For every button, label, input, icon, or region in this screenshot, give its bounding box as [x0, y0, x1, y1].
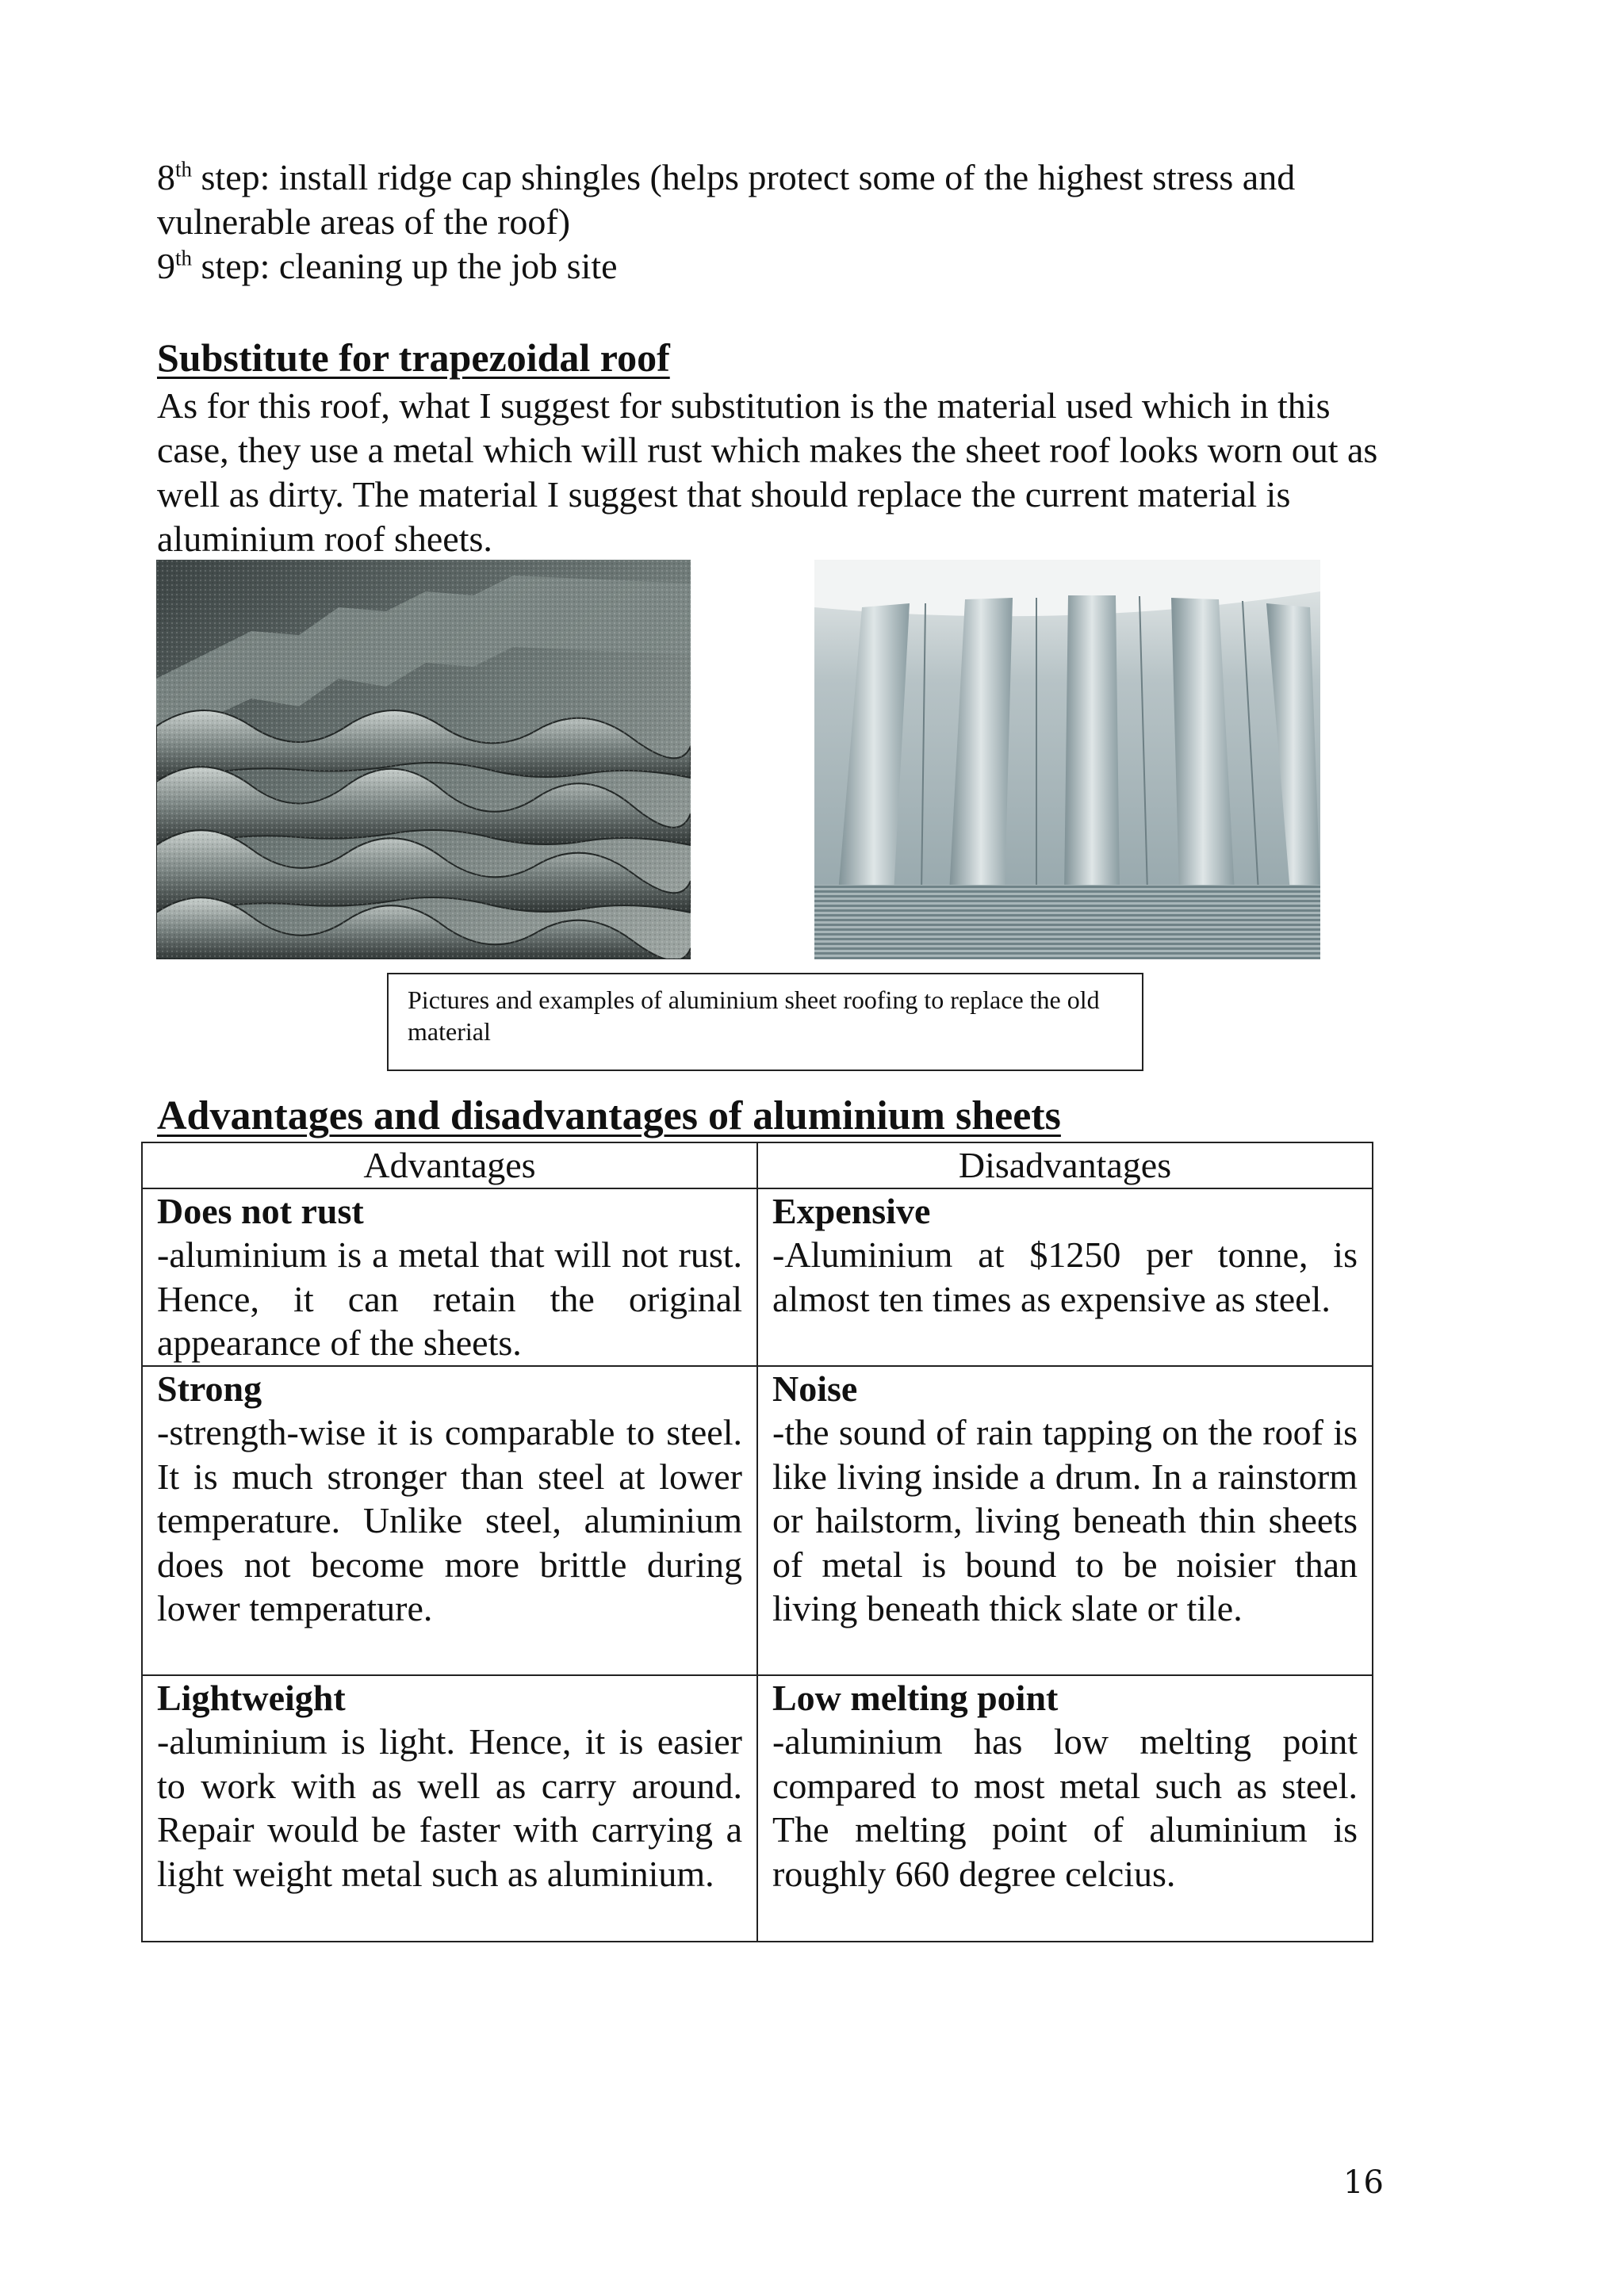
page-number: 16: [1343, 2164, 1384, 2201]
trapezoidal-sheets-image: [814, 560, 1320, 959]
advantage-cell: [142, 1188, 757, 1366]
step-text: step: cleaning up the job site: [192, 246, 618, 286]
step-number: 9: [157, 246, 175, 286]
disadvantage-text: -the sound of rain tapping on the roof is like living inside a drum. In a rainstorm or hailstorm, living beneath thin sheets of metal is bound to be noisier than living beneath thick slate or tile.: [772, 1412, 1358, 1628]
advantage-title: Lightweight: [157, 1677, 346, 1718]
table-row: [142, 1366, 1373, 1675]
installation-steps: [157, 155, 1378, 289]
advantage-cell: [142, 1675, 757, 1942]
ordinal-suffix: th: [175, 246, 193, 270]
column-header-advantages: Advantages: [142, 1142, 757, 1188]
disadvantage-cell: [757, 1188, 1373, 1366]
disadvantage-title: Noise: [772, 1368, 858, 1409]
step-number: 8: [157, 157, 175, 197]
figure-caption: Pictures and examples of aluminium sheet roofing to replace the old material: [387, 973, 1143, 1071]
corrugated-sheets-image: [156, 560, 691, 959]
column-header-disadvantages: Disadvantages: [757, 1142, 1373, 1188]
advantage-text: -strength-wise it is comparable to steel. It is much stronger than steel at lower temperature. Unlike steel, aluminium does not become more brittle during lower temperature.: [157, 1412, 742, 1628]
step-9: [157, 244, 1378, 289]
advantage-cell: [142, 1366, 757, 1675]
step-text: step: install ridge cap shingles (helps protect some of the highest stress and vulnerable areas of the roof): [157, 157, 1296, 242]
disadvantage-title: Low melting point: [772, 1677, 1059, 1718]
table-row: [142, 1188, 1373, 1366]
substitute-heading: Substitute for trapezoidal roof: [157, 335, 670, 380]
disadvantage-title: Expensive: [772, 1190, 931, 1231]
table-row: [142, 1675, 1373, 1942]
disadvantage-cell: [757, 1675, 1373, 1942]
advantages-heading: Advantages and disadvantages of aluminium sheets: [157, 1093, 1061, 1138]
disadvantage-cell: [757, 1366, 1373, 1675]
disadvantage-text: -aluminium has low melting point compared to most metal such as steel. The melting point of aluminium is roughly 660 degree celcius.: [772, 1721, 1358, 1894]
step-8: [157, 155, 1378, 244]
ordinal-suffix: th: [175, 157, 193, 182]
advantages-disadvantages-table: [141, 1142, 1373, 1942]
substitute-paragraph: As for this roof, what I suggest for substitution is the material used which in this case, they use a metal which will rust which makes the sheet roof looks worn out as well as dirty. The material I suggest that should replace the current material is aluminium roof sheets.: [157, 385, 1378, 559]
table-header-row: [142, 1142, 1373, 1188]
advantage-title: Strong: [157, 1368, 262, 1409]
advantage-text: -aluminium is a metal that will not rust. Hence, it can retain the original appearance of the sheets.: [157, 1234, 742, 1363]
disadvantage-text: -Aluminium at $1250 per tonne, is almost ten times as expensive as steel.: [772, 1234, 1358, 1319]
advantage-title: Does not rust: [157, 1190, 364, 1231]
advantage-text: -aluminium is light. Hence, it is easier to work with as well as carry around. Repair would be faster with carrying a light weight metal such as aluminium.: [157, 1721, 742, 1894]
